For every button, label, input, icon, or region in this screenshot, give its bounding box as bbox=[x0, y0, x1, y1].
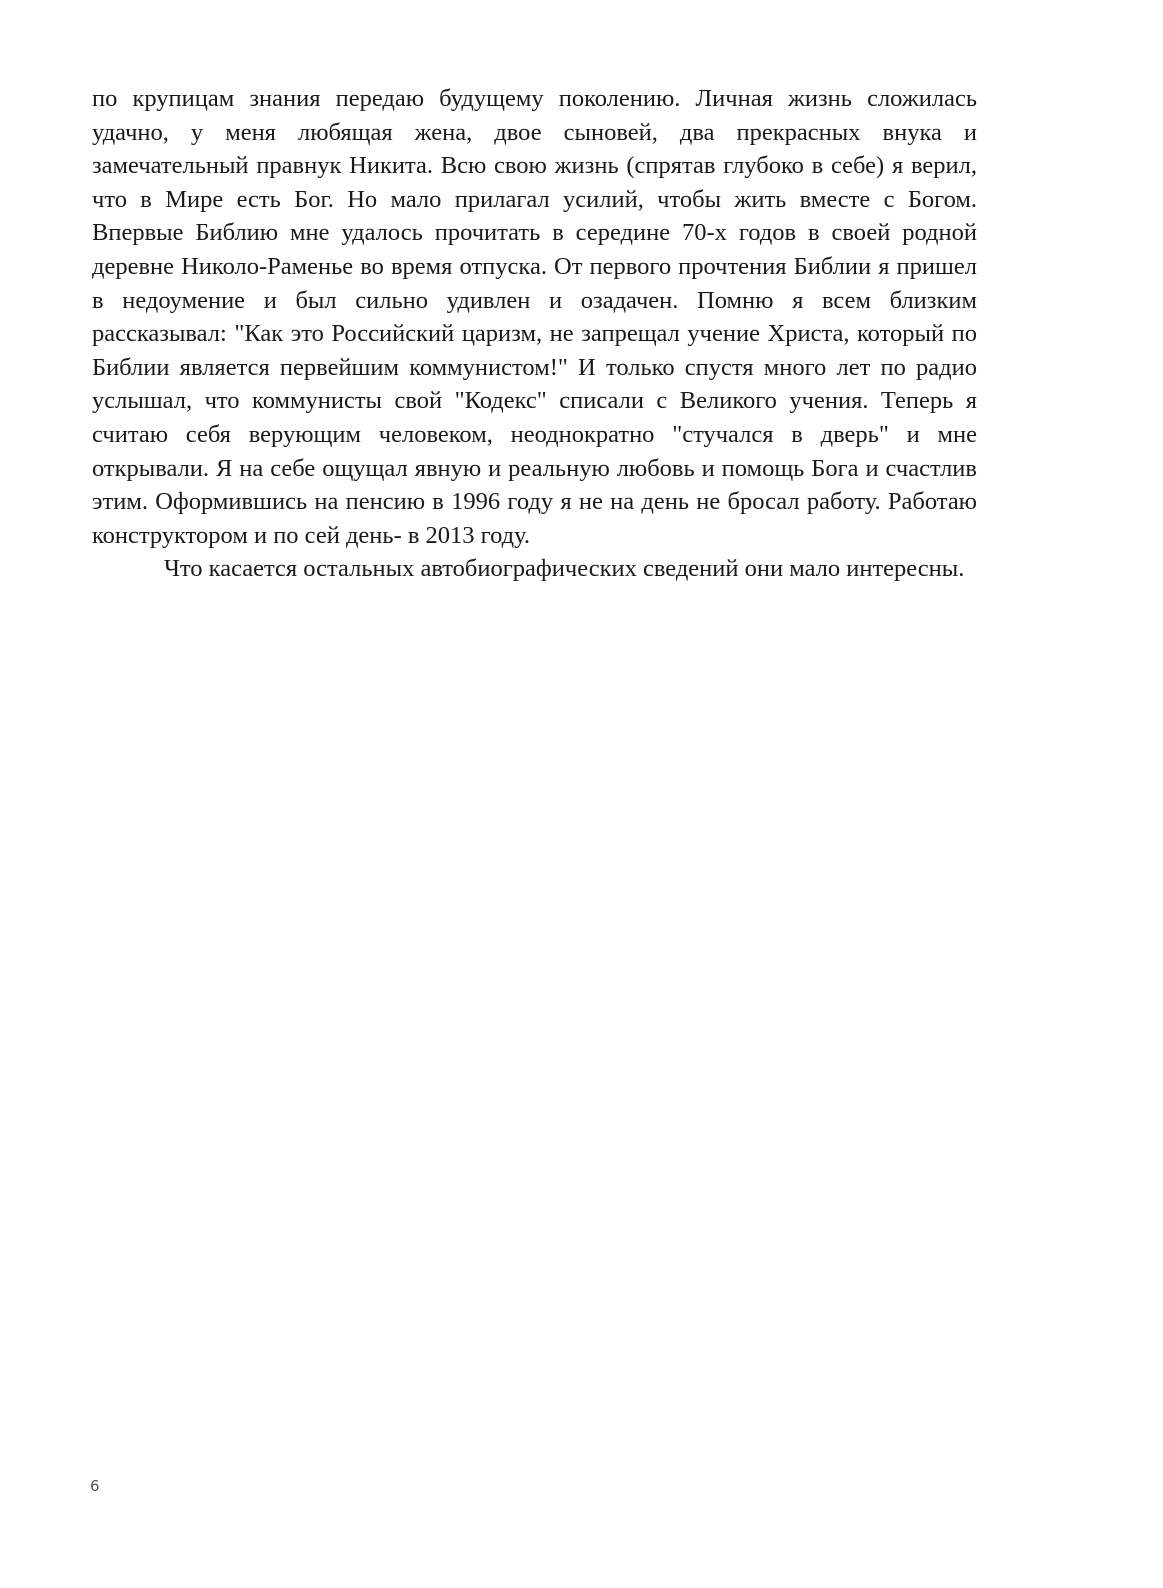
page-number: 6 bbox=[90, 1477, 100, 1495]
paragraph-2: Что касается остальных автобиографических сведений они мало интересны. bbox=[164, 555, 965, 583]
paragraph-1: по крупицам знания передаю будущему поколению. Личная жизнь сложилась удачно, у меня любящая жена, двое сыновей, два прекрасных внука и замечательный правнук Никита. Всю свою жизнь (спрятав глубоко в себе) я верил, что в Мире есть Бог. Но мало прилагал усилий, чтобы жить вместе с Богом. Впервые Библию мне удалось прочитать в середине 70-х годов в своей родной деревне Николо-Раменье во время отпуска. От первого прочтения Библии я пришел в недоумение и был сильно удивлен и озадачен. Помню я всем близким рассказывал: "Как это Российский царизм, не запрещал учение Христа, который по Библии является первейшим коммунистом!" И только спустя много лет по радио услышал, что коммунисты свой "Кодекс" списали с Великого учения. Теперь я считаю себя верующим человеком, неоднократно "стучался в дверь" и мне открывали. Я на себе ощущал явную и реальную любовь и помощь Бога и счастлив этим. Оформившись на пенсию в 1996 году я не на день не бросал работу. Работаю конструктором и по сей день- в 2013 году. bbox=[92, 85, 977, 549]
body-text bbox=[92, 82, 977, 586]
